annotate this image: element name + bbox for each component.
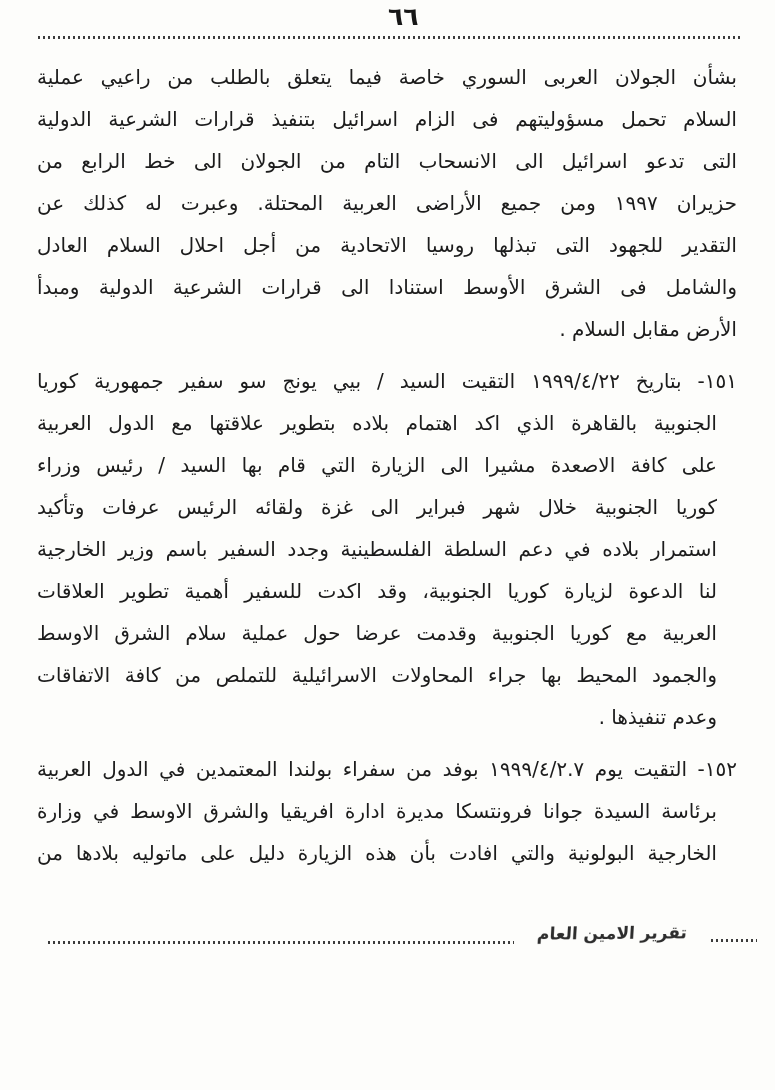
text-line: ١٥١- بتاريخ ١٩٩٩/٤/٢٢ التقيت السيد / بيي يونج سو سفير جمهورية كوريا <box>37 369 737 393</box>
text-line: كوريا الجنوبية خلال شهر فبراير الى غزة ولقائه الرئيس عرفات وتأكيد <box>37 495 717 519</box>
text-line: حزيران ١٩٩٧ ومن جميع الأراضى العربية المحتلة. وعبرت له كذلك عن <box>37 191 737 215</box>
text-line: برئاسة السيدة جوانا فرونتسكا مديرة ادارة افريقيا والشرق الاوسط في وزارة <box>37 799 717 823</box>
continued-paragraph <box>37 56 737 350</box>
text-line: الجنوبية بالقاهرة الذي اكد اهتمام بلاده بتطوير علاقتها مع الدول العربية <box>37 411 717 435</box>
item-151-paragraph <box>37 360 737 738</box>
text-line: وعدم تنفيذها . <box>598 705 717 729</box>
text-line: التقدير للجهود التى تبذلها روسيا الاتحادية من أجل احلال السلام العادل <box>37 233 737 257</box>
text-line: على كافة الاصعدة مشيرا الى الزيارة التي قام بها السيد / رئيس وزراء <box>37 453 717 477</box>
text-line: الأرض مقابل السلام . <box>559 317 737 341</box>
document-body <box>37 56 737 874</box>
text-line: والشامل فى الشرق الأوسط استنادا الى قرارات الشرعية الدولية ومبدأ <box>37 275 737 299</box>
text-line: استمرار بلاده في دعم السلطة الفلسطينية وجدد السفير باسم وزير الخارجية <box>37 537 717 561</box>
text-line: ١٥٢- التقيت يوم ١٩٩٩/٤/٢.٧ بوفد من سفراء بولندا المعتمدين في الدول العربية <box>37 757 737 781</box>
text-line: العربية مع كوريا الجنوبية وقدمت عرضا حول عملية سلام الشرق الاوسط <box>37 621 717 645</box>
text-line: بشأن الجولان العربى السوري خاصة فيما يتعلق بالطلب من راعيي عملية <box>37 65 737 89</box>
page-number: ٦٦ <box>388 2 419 31</box>
text-line: الخارجية البولونية والتي افادت بأن هذه الزيارة دليل على ماتوليه بلادها من <box>37 841 717 865</box>
text-line: لنا الدعوة لزيارة كوريا الجنوبية، وقد اكدت للسفير أهمية تطوير العلاقات <box>37 579 717 603</box>
text-line: التى تدعو اسرائيل الى الانسحاب التام من الجولان الى خط الرابع من <box>37 149 737 173</box>
text-line: السلام تحمل مسؤوليتهم فى الزام اسرائيل بتنفيذ قرارات الشرعية الدولية <box>37 107 737 131</box>
text-line: والجمود المحيط بها جراء المحاولات الاسرائيلية للتملص من كافة الاتفاقات <box>37 663 717 687</box>
item-152-paragraph <box>37 748 737 874</box>
footer-stamp-text: تقرير الامين العام <box>536 923 688 945</box>
footer-dotted-divider <box>48 941 514 944</box>
top-dotted-divider <box>38 36 740 39</box>
footer-short-dash <box>711 939 757 942</box>
